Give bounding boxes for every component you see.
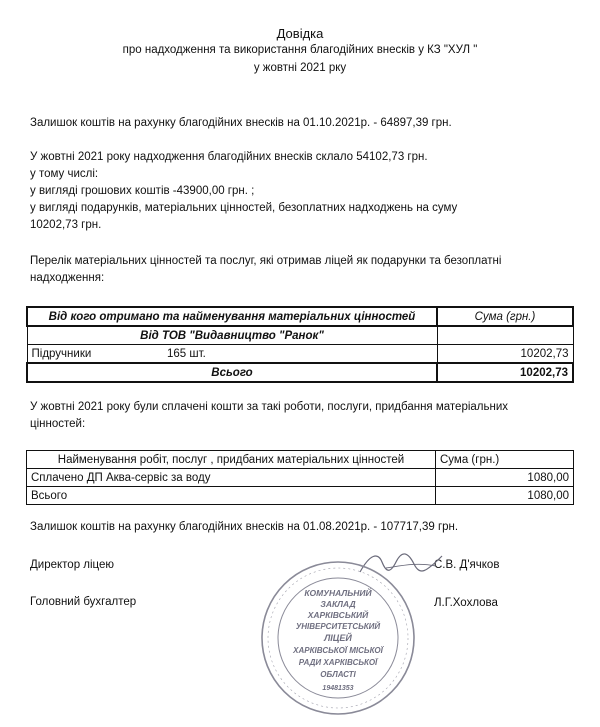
seal-text-6: ХАРКІВСЬКОЇ МІСЬКОЇ <box>293 646 383 655</box>
seal-text-8: ОБЛАСТІ <box>320 670 356 679</box>
spending-header-name: Найменування робіт, послуг , придбаних матеріальних цінностей <box>27 451 436 469</box>
seal-text-3: ХАРКІВСЬКИЙ <box>307 610 369 620</box>
document-title: Довідка <box>276 26 324 41</box>
receipts-item <box>27 345 437 364</box>
table-row <box>27 487 574 505</box>
director-name: С.В. Д'ячков <box>434 559 500 571</box>
receipts-header-source: Від кого отримано та найменування матеріальних цінностей <box>27 307 437 326</box>
director-title: Директор ліцею <box>30 559 115 571</box>
table-row <box>27 451 574 469</box>
receipts-source-name: Від ТОВ "Видавництво "Ранок" <box>27 326 437 345</box>
document-subtitle-line2: у жовтні 2021 рку <box>253 62 347 74</box>
seal-text-7: РАДИ ХАРКІВСЬКОЇ <box>298 658 378 667</box>
spending-total-sum: 1080,00 <box>436 487 574 505</box>
seal-stamp <box>258 558 418 718</box>
table-row <box>27 469 574 487</box>
receipts-header-sum: Сума (грн.) <box>437 307 573 326</box>
seal-code: 19481353 <box>322 685 354 692</box>
accountant-name: Л.Г.Хохлова <box>434 597 498 609</box>
spending-intro-line-1: У жовтні 2021 року були сплачені кошти за такі роботи, послуги, придбання матеріальних <box>30 401 509 413</box>
list-intro-line-1: Перелік матеріальних цінностей та послуг, які отримав ліцей як подарунки та безоплатні <box>30 255 502 267</box>
receipts-item-sum: 10202,73 <box>437 345 573 364</box>
spending-header-sum: Сума (грн.) <box>436 451 574 469</box>
accountant-title: Головний бухгалтер <box>30 596 137 608</box>
table-row <box>27 326 573 345</box>
gifts-line-2: 10202,73 грн. <box>30 219 102 231</box>
table-row <box>27 363 573 382</box>
seal-text-4: УНІВЕРСИТЕТСЬКИЙ <box>295 622 381 631</box>
table-row <box>27 307 573 326</box>
gifts-line-1: у вигляді подарунків, матеріальних цінностей, безоплатних надходжень на суму <box>30 202 458 214</box>
receipts-line: У жовтні 2021 року надходження благодійних внесків склало 54102,73 грн. <box>30 151 428 163</box>
spending-table <box>26 450 574 505</box>
balance-end: Залишок коштів на рахунку благодійних внесків на 01.08.2021р. - 107717,39 грн. <box>30 521 459 533</box>
cash-line: у вигляді грошових коштів -43900,00 грн. ; <box>30 185 255 197</box>
seal-text-2: ЗАКЛАД <box>320 599 356 609</box>
receipts-item-name: Підручники <box>31 347 92 360</box>
seal-text-1: КОМУНАЛЬНИЙ <box>304 588 372 598</box>
seal-text-5: ЛІЦЕЙ <box>324 633 352 643</box>
spending-intro-line-2: цінностей: <box>30 418 86 430</box>
receipts-total-label: Всього <box>27 363 437 382</box>
receipts-total-sum: 10202,73 <box>437 363 573 382</box>
spending-row-name: Сплачено ДП Аква-сервіс за воду <box>27 469 436 487</box>
spending-total-label: Всього <box>27 487 436 505</box>
list-intro-line-2: надходження: <box>30 272 105 284</box>
receipts-item-qty: 165 шт. <box>167 347 206 360</box>
including-line: у тому числі: <box>30 168 99 180</box>
table-row <box>27 345 573 364</box>
balance-start: Залишок коштів на рахунку благодійних внесків на 01.10.2021р. - 64897,39 грн. <box>30 117 452 129</box>
document-subtitle-line1: про надходження та використання благодійних внесків у КЗ "ХУЛ " <box>122 44 478 56</box>
receipts-source-sum <box>437 326 573 345</box>
spending-row-sum: 1080,00 <box>436 469 574 487</box>
receipts-table <box>26 306 574 383</box>
